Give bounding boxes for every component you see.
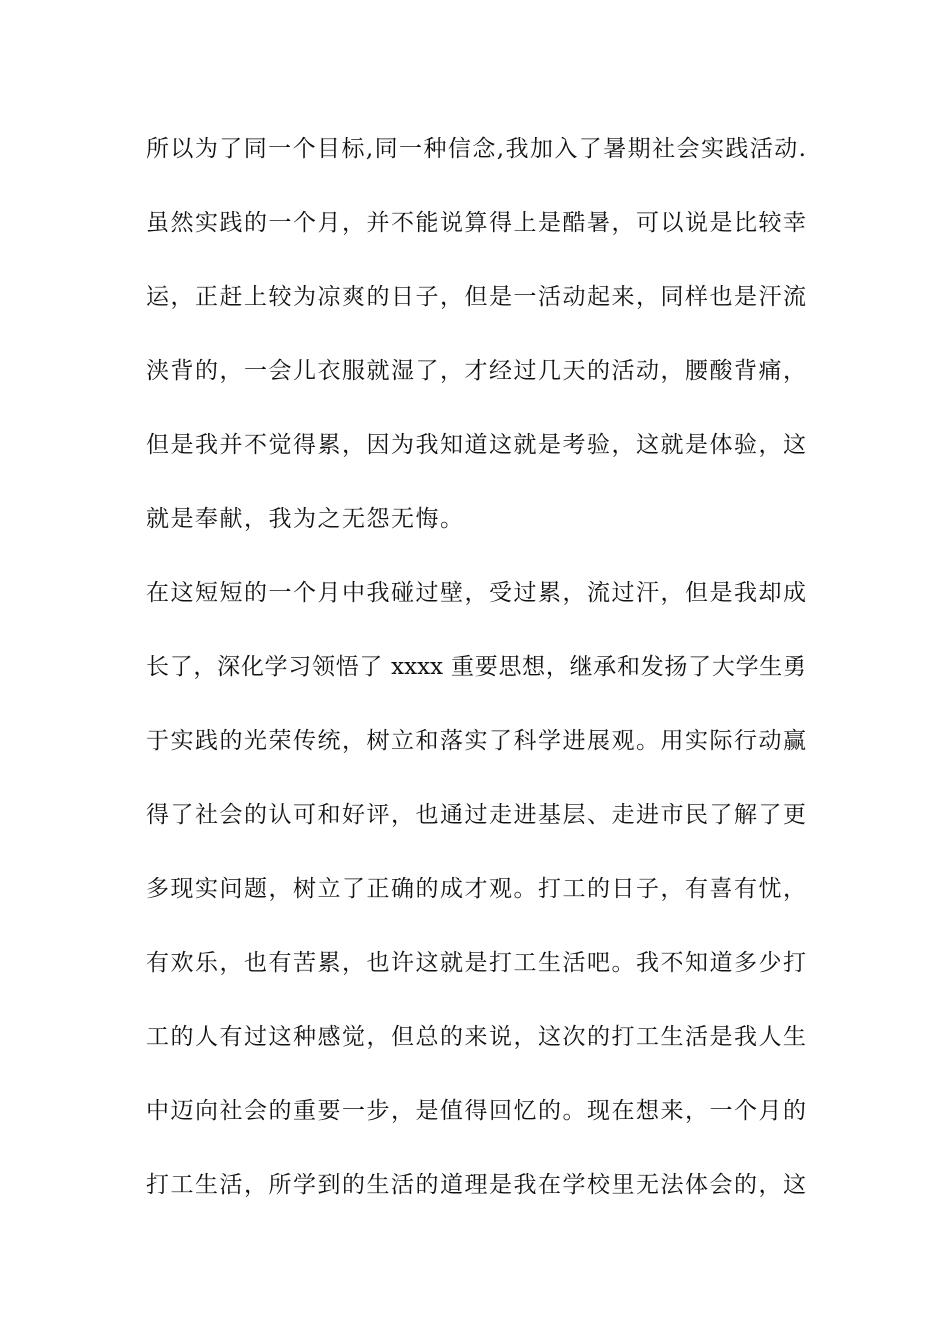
text-line: 多现实问题，树立了正确的成才观。打工的日子，有喜有忧， [146,876,806,902]
text-line: 浃背的，一会儿衣服就湿了，才经过几天的活动，腰酸背痛， [146,358,806,384]
text-line: 中迈向社会的重要一步，是值得回忆的。现在想来，一个月的 [146,1098,806,1124]
text-line: 工的人有过这种感觉，但总的来说，这次的打工生活是我人生 [146,1024,806,1050]
text-line: 虽然实践的一个月，并不能说算得上是酷暑，可以说是比较幸 [146,210,806,236]
text-line: 长了，深化学习领悟了 xxxx 重要思想，继承和发扬了大学生勇 [146,654,806,680]
document-body [146,127,806,1237]
text-line: 于实践的光荣传统，树立和落实了科学进展观。用实际行动赢 [146,728,806,754]
text-line: 所以为了同一个目标,同一种信念,我加入了暑期社会实践活动. [146,136,806,162]
text-line: 运，正赶上较为凉爽的日子，但是一活动起来，同样也是汗流 [146,284,806,310]
text-line: 打工生活，所学到的生活的道理是我在学校里无法体会的，这 [146,1172,806,1198]
text-line: 有欢乐，也有苦累，也许这就是打工生活吧。我不知道多少打 [146,950,806,976]
text-line: 就是奉献，我为之无怨无悔。 [146,506,465,532]
text-line: 在这短短的一个月中我碰过壁，受过累，流过汗，但是我却成 [146,580,806,606]
text-line: 得了社会的认可和好评，也通过走进基层、走进市民了解了更 [146,802,806,828]
text-line: 但是我并不觉得累，因为我知道这就是考验，这就是体验，这 [146,432,806,458]
